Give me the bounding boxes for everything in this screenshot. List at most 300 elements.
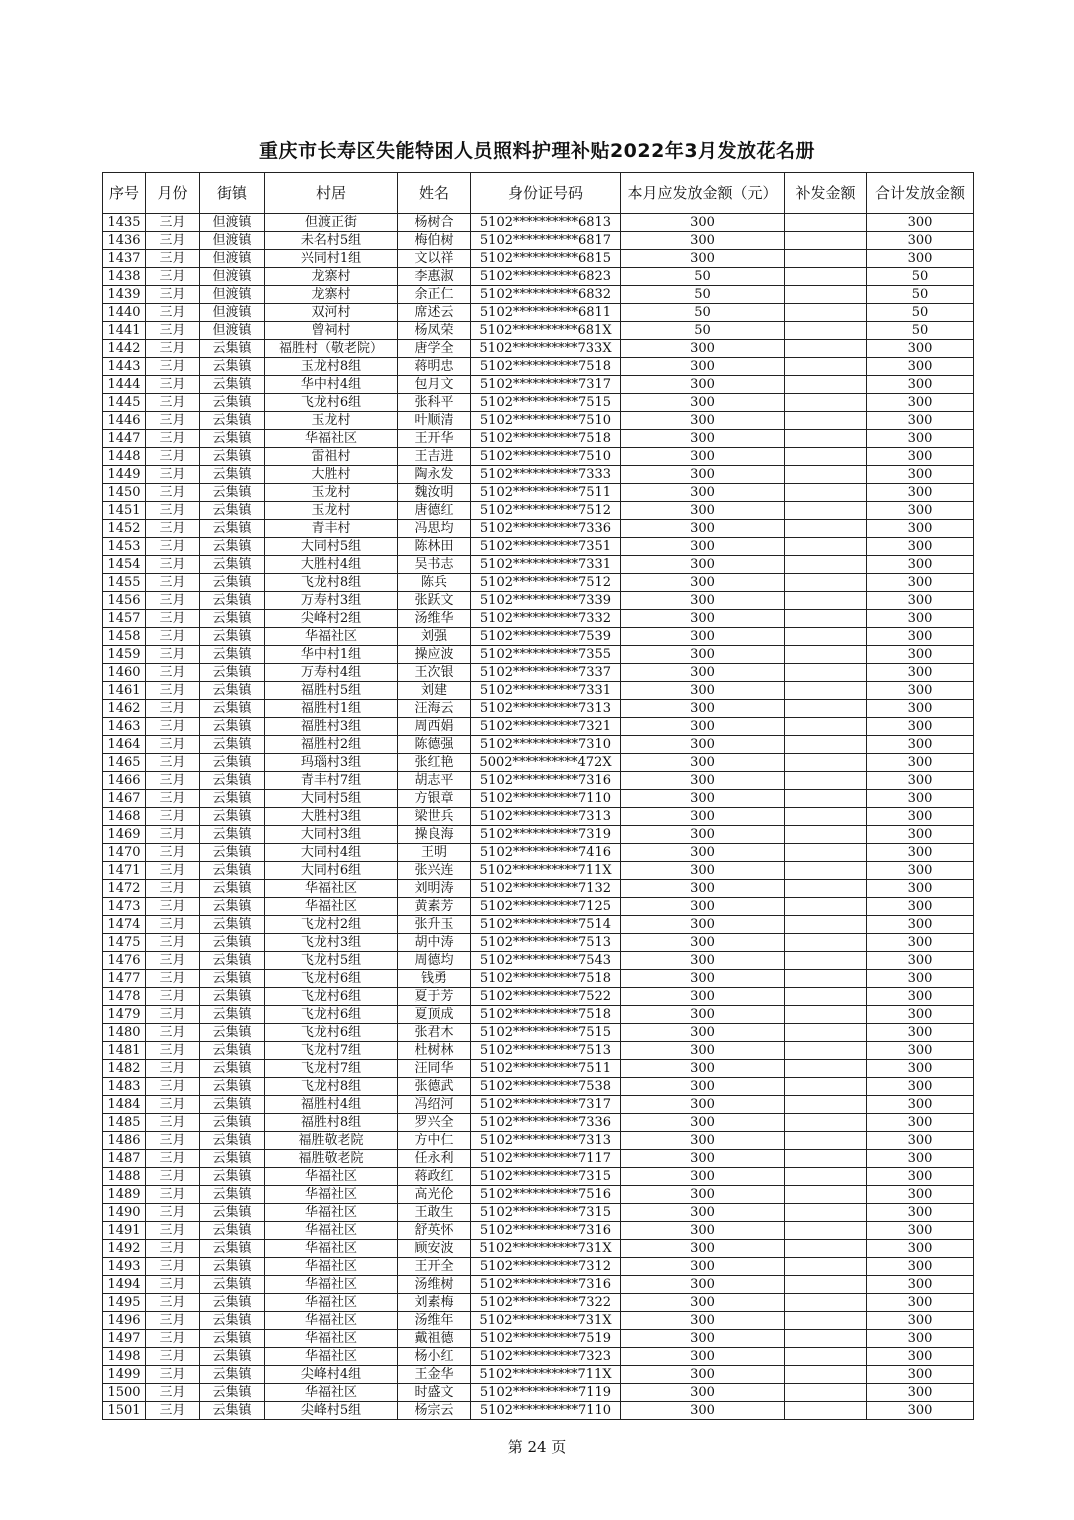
- id-number-cell: 5102**********6813: [471, 214, 621, 232]
- back-pay-cell: [785, 808, 867, 826]
- total-amount-cell: 300: [867, 358, 974, 376]
- total-amount-cell: 300: [867, 1384, 974, 1402]
- table-row: [103, 1096, 974, 1114]
- town-cell: 云集镇: [200, 502, 265, 520]
- total-amount-cell: 300: [867, 1096, 974, 1114]
- village-cell: 双河村: [265, 304, 398, 322]
- town-cell: 云集镇: [200, 844, 265, 862]
- name-cell: 杜树林: [398, 1042, 471, 1060]
- serial-cell: 1498: [103, 1348, 146, 1366]
- monthly-amount-cell: 300: [621, 502, 785, 520]
- back-pay-cell: [785, 1204, 867, 1222]
- table-row: [103, 1312, 974, 1330]
- name-cell: 黄素芳: [398, 898, 471, 916]
- month-cell: 三月: [146, 502, 200, 520]
- month-cell: 三月: [146, 700, 200, 718]
- town-cell: 云集镇: [200, 952, 265, 970]
- name-cell: 方银章: [398, 790, 471, 808]
- month-cell: 三月: [146, 844, 200, 862]
- name-cell: 杨小红: [398, 1348, 471, 1366]
- village-cell: 玉龙村: [265, 502, 398, 520]
- village-cell: 玛瑙村3组: [265, 754, 398, 772]
- month-cell: 三月: [146, 394, 200, 412]
- monthly-amount-cell: 300: [621, 1186, 785, 1204]
- serial-cell: 1457: [103, 610, 146, 628]
- village-cell: 华福社区: [265, 1276, 398, 1294]
- monthly-amount-cell: 300: [621, 430, 785, 448]
- serial-cell: 1440: [103, 304, 146, 322]
- back-pay-cell: [785, 1312, 867, 1330]
- serial-cell: 1472: [103, 880, 146, 898]
- table-row: [103, 1042, 974, 1060]
- id-number-cell: 5102**********731X: [471, 1312, 621, 1330]
- id-number-cell: 5102**********7323: [471, 1348, 621, 1366]
- id-number-cell: 5102**********7515: [471, 1024, 621, 1042]
- village-cell: 飞龙村7组: [265, 1042, 398, 1060]
- name-cell: 汤维年: [398, 1312, 471, 1330]
- month-cell: 三月: [146, 556, 200, 574]
- month-cell: 三月: [146, 592, 200, 610]
- total-amount-cell: 300: [867, 574, 974, 592]
- village-cell: 尖峰村4组: [265, 1366, 398, 1384]
- serial-cell: 1458: [103, 628, 146, 646]
- id-number-cell: 5102**********7543: [471, 952, 621, 970]
- monthly-amount-cell: 300: [621, 610, 785, 628]
- name-cell: 王次银: [398, 664, 471, 682]
- town-cell: 云集镇: [200, 1060, 265, 1078]
- village-cell: 玉龙村8组: [265, 358, 398, 376]
- back-pay-cell: [785, 1402, 867, 1420]
- name-cell: 张升玉: [398, 916, 471, 934]
- monthly-amount-cell: 300: [621, 1366, 785, 1384]
- table-row: [103, 232, 974, 250]
- town-cell: 云集镇: [200, 790, 265, 808]
- table-row: [103, 538, 974, 556]
- town-cell: 云集镇: [200, 430, 265, 448]
- town-cell: 云集镇: [200, 1168, 265, 1186]
- town-cell: 云集镇: [200, 592, 265, 610]
- column-header-back-pay: 补发金额: [785, 173, 867, 214]
- village-cell: 青丰村: [265, 520, 398, 538]
- town-cell: 云集镇: [200, 376, 265, 394]
- table-row: [103, 844, 974, 862]
- back-pay-cell: [785, 862, 867, 880]
- serial-cell: 1445: [103, 394, 146, 412]
- town-cell: 云集镇: [200, 1330, 265, 1348]
- serial-cell: 1489: [103, 1186, 146, 1204]
- serial-cell: 1451: [103, 502, 146, 520]
- roster-table: [102, 172, 974, 1420]
- name-cell: 王开全: [398, 1258, 471, 1276]
- back-pay-cell: [785, 394, 867, 412]
- total-amount-cell: 300: [867, 952, 974, 970]
- back-pay-cell: [785, 1096, 867, 1114]
- town-cell: 云集镇: [200, 1006, 265, 1024]
- name-cell: 舒英怀: [398, 1222, 471, 1240]
- monthly-amount-cell: 300: [621, 826, 785, 844]
- month-cell: 三月: [146, 628, 200, 646]
- town-cell: 云集镇: [200, 610, 265, 628]
- monthly-amount-cell: 300: [621, 232, 785, 250]
- month-cell: 三月: [146, 268, 200, 286]
- back-pay-cell: [785, 250, 867, 268]
- total-amount-cell: 300: [867, 664, 974, 682]
- monthly-amount-cell: 300: [621, 628, 785, 646]
- id-number-cell: 5102**********7119: [471, 1384, 621, 1402]
- serial-cell: 1469: [103, 826, 146, 844]
- village-cell: 华福社区: [265, 1312, 398, 1330]
- town-cell: 云集镇: [200, 1114, 265, 1132]
- column-header-month: 月份: [146, 173, 200, 214]
- name-cell: 钱勇: [398, 970, 471, 988]
- total-amount-cell: 300: [867, 1348, 974, 1366]
- monthly-amount-cell: 300: [621, 574, 785, 592]
- id-number-cell: 5102**********711X: [471, 862, 621, 880]
- town-cell: 云集镇: [200, 1186, 265, 1204]
- village-cell: 华福社区: [265, 1186, 398, 1204]
- total-amount-cell: 300: [867, 682, 974, 700]
- village-cell: 福胜村2组: [265, 736, 398, 754]
- total-amount-cell: 300: [867, 610, 974, 628]
- back-pay-cell: [785, 1222, 867, 1240]
- back-pay-cell: [785, 610, 867, 628]
- town-cell: 云集镇: [200, 664, 265, 682]
- serial-cell: 1482: [103, 1060, 146, 1078]
- village-cell: 福胜敬老院: [265, 1132, 398, 1150]
- town-cell: 云集镇: [200, 1240, 265, 1258]
- table-row: [103, 448, 974, 466]
- monthly-amount-cell: 300: [621, 736, 785, 754]
- month-cell: 三月: [146, 340, 200, 358]
- monthly-amount-cell: 300: [621, 880, 785, 898]
- village-cell: 大胜村: [265, 466, 398, 484]
- back-pay-cell: [785, 844, 867, 862]
- name-cell: 张红艳: [398, 754, 471, 772]
- village-cell: 但渡正街: [265, 214, 398, 232]
- back-pay-cell: [785, 934, 867, 952]
- month-cell: 三月: [146, 304, 200, 322]
- monthly-amount-cell: 300: [621, 1312, 785, 1330]
- id-number-cell: 5102**********7319: [471, 826, 621, 844]
- name-cell: 梁世兵: [398, 808, 471, 826]
- table-row: [103, 970, 974, 988]
- column-header-name: 姓名: [398, 173, 471, 214]
- serial-cell: 1435: [103, 214, 146, 232]
- monthly-amount-cell: 300: [621, 970, 785, 988]
- month-cell: 三月: [146, 232, 200, 250]
- name-cell: 张跃文: [398, 592, 471, 610]
- back-pay-cell: [785, 286, 867, 304]
- table-row: [103, 394, 974, 412]
- table-row: [103, 412, 974, 430]
- table-row: [103, 664, 974, 682]
- monthly-amount-cell: 300: [621, 1330, 785, 1348]
- village-cell: 华福社区: [265, 880, 398, 898]
- total-amount-cell: 300: [867, 898, 974, 916]
- back-pay-cell: [785, 1276, 867, 1294]
- table-row: [103, 898, 974, 916]
- village-cell: 华福社区: [265, 628, 398, 646]
- back-pay-cell: [785, 646, 867, 664]
- back-pay-cell: [785, 484, 867, 502]
- monthly-amount-cell: 300: [621, 1294, 785, 1312]
- monthly-amount-cell: 300: [621, 394, 785, 412]
- name-cell: 罗兴全: [398, 1114, 471, 1132]
- village-cell: 福胜村5组: [265, 682, 398, 700]
- monthly-amount-cell: 300: [621, 898, 785, 916]
- back-pay-cell: [785, 700, 867, 718]
- serial-cell: 1475: [103, 934, 146, 952]
- total-amount-cell: 50: [867, 268, 974, 286]
- month-cell: 三月: [146, 610, 200, 628]
- name-cell: 方中仁: [398, 1132, 471, 1150]
- town-cell: 云集镇: [200, 736, 265, 754]
- town-cell: 云集镇: [200, 556, 265, 574]
- serial-cell: 1481: [103, 1042, 146, 1060]
- month-cell: 三月: [146, 1222, 200, 1240]
- back-pay-cell: [785, 448, 867, 466]
- back-pay-cell: [785, 1150, 867, 1168]
- back-pay-cell: [785, 682, 867, 700]
- village-cell: 福胜村4组: [265, 1096, 398, 1114]
- name-cell: 张兴连: [398, 862, 471, 880]
- table-row: [103, 682, 974, 700]
- name-cell: 王敢生: [398, 1204, 471, 1222]
- back-pay-cell: [785, 412, 867, 430]
- monthly-amount-cell: 300: [621, 1204, 785, 1222]
- total-amount-cell: 300: [867, 1060, 974, 1078]
- monthly-amount-cell: 300: [621, 1042, 785, 1060]
- name-cell: 顾安波: [398, 1240, 471, 1258]
- monthly-amount-cell: 300: [621, 1384, 785, 1402]
- id-number-cell: 5102**********7416: [471, 844, 621, 862]
- month-cell: 三月: [146, 718, 200, 736]
- monthly-amount-cell: 50: [621, 286, 785, 304]
- village-cell: 飞龙村6组: [265, 394, 398, 412]
- id-number-cell: 5102**********7518: [471, 1006, 621, 1024]
- column-header-monthly-amount: 本月应发放金额（元）: [621, 173, 785, 214]
- name-cell: 汪同华: [398, 1060, 471, 1078]
- serial-cell: 1455: [103, 574, 146, 592]
- village-cell: 飞龙村5组: [265, 952, 398, 970]
- id-number-cell: 5102**********7312: [471, 1258, 621, 1276]
- id-number-cell: 5102**********6817: [471, 232, 621, 250]
- month-cell: 三月: [146, 1096, 200, 1114]
- month-cell: 三月: [146, 1060, 200, 1078]
- back-pay-cell: [785, 430, 867, 448]
- total-amount-cell: 300: [867, 808, 974, 826]
- name-cell: 操良海: [398, 826, 471, 844]
- total-amount-cell: 300: [867, 1258, 974, 1276]
- village-cell: 未名村5组: [265, 232, 398, 250]
- id-number-cell: 5102**********7313: [471, 700, 621, 718]
- month-cell: 三月: [146, 664, 200, 682]
- back-pay-cell: [785, 340, 867, 358]
- name-cell: 胡志平: [398, 772, 471, 790]
- village-cell: 福胜村3组: [265, 718, 398, 736]
- table-row: [103, 1024, 974, 1042]
- name-cell: 夏顶成: [398, 1006, 471, 1024]
- month-cell: 三月: [146, 286, 200, 304]
- total-amount-cell: 300: [867, 1024, 974, 1042]
- month-cell: 三月: [146, 430, 200, 448]
- column-header-village: 村居: [265, 173, 398, 214]
- name-cell: 杨凤荣: [398, 322, 471, 340]
- serial-cell: 1484: [103, 1096, 146, 1114]
- village-cell: 兴同村1组: [265, 250, 398, 268]
- id-number-cell: 5102**********6811: [471, 304, 621, 322]
- table-row: [103, 1348, 974, 1366]
- back-pay-cell: [785, 1168, 867, 1186]
- village-cell: 飞龙村3组: [265, 934, 398, 952]
- serial-cell: 1452: [103, 520, 146, 538]
- monthly-amount-cell: 300: [621, 934, 785, 952]
- back-pay-cell: [785, 1384, 867, 1402]
- town-cell: 云集镇: [200, 808, 265, 826]
- roster-body: [103, 214, 974, 1420]
- table-row: [103, 304, 974, 322]
- table-row: [103, 790, 974, 808]
- id-number-cell: 5102**********733X: [471, 340, 621, 358]
- name-cell: 汤维树: [398, 1276, 471, 1294]
- serial-cell: 1479: [103, 1006, 146, 1024]
- back-pay-cell: [785, 1042, 867, 1060]
- town-cell: 但渡镇: [200, 232, 265, 250]
- id-number-cell: 5102**********7519: [471, 1330, 621, 1348]
- village-cell: 福胜村8组: [265, 1114, 398, 1132]
- town-cell: 云集镇: [200, 772, 265, 790]
- total-amount-cell: 300: [867, 1330, 974, 1348]
- town-cell: 云集镇: [200, 412, 265, 430]
- town-cell: 云集镇: [200, 448, 265, 466]
- table-row: [103, 466, 974, 484]
- town-cell: 云集镇: [200, 718, 265, 736]
- village-cell: 华福社区: [265, 1330, 398, 1348]
- serial-cell: 1491: [103, 1222, 146, 1240]
- id-number-cell: 5102**********7514: [471, 916, 621, 934]
- table-row: [103, 754, 974, 772]
- back-pay-cell: [785, 628, 867, 646]
- town-cell: 云集镇: [200, 754, 265, 772]
- town-cell: 云集镇: [200, 1366, 265, 1384]
- table-row: [103, 358, 974, 376]
- column-header-total-amount: 合计发放金额: [867, 173, 974, 214]
- month-cell: 三月: [146, 1078, 200, 1096]
- serial-cell: 1464: [103, 736, 146, 754]
- back-pay-cell: [785, 1366, 867, 1384]
- serial-cell: 1446: [103, 412, 146, 430]
- name-cell: 张科平: [398, 394, 471, 412]
- name-cell: 汪海云: [398, 700, 471, 718]
- town-cell: 但渡镇: [200, 268, 265, 286]
- village-cell: 万寿村3组: [265, 592, 398, 610]
- town-cell: 云集镇: [200, 934, 265, 952]
- monthly-amount-cell: 300: [621, 340, 785, 358]
- name-cell: 高光伦: [398, 1186, 471, 1204]
- id-number-cell: 5102**********7512: [471, 502, 621, 520]
- total-amount-cell: 50: [867, 304, 974, 322]
- id-number-cell: 5102**********7317: [471, 376, 621, 394]
- name-cell: 刘建: [398, 682, 471, 700]
- table-row: [103, 1114, 974, 1132]
- table-row: [103, 520, 974, 538]
- town-cell: 云集镇: [200, 1348, 265, 1366]
- serial-cell: 1461: [103, 682, 146, 700]
- village-cell: 雷祖村: [265, 448, 398, 466]
- month-cell: 三月: [146, 1366, 200, 1384]
- table-row: [103, 592, 974, 610]
- back-pay-cell: [785, 790, 867, 808]
- month-cell: 三月: [146, 250, 200, 268]
- table-row: [103, 862, 974, 880]
- total-amount-cell: 300: [867, 1402, 974, 1420]
- month-cell: 三月: [146, 1114, 200, 1132]
- id-number-cell: 5102**********7313: [471, 808, 621, 826]
- monthly-amount-cell: 300: [621, 358, 785, 376]
- total-amount-cell: 300: [867, 1294, 974, 1312]
- back-pay-cell: [785, 520, 867, 538]
- back-pay-cell: [785, 574, 867, 592]
- id-number-cell: 5102**********7336: [471, 1114, 621, 1132]
- serial-cell: 1496: [103, 1312, 146, 1330]
- total-amount-cell: 300: [867, 1078, 974, 1096]
- monthly-amount-cell: 300: [621, 376, 785, 394]
- table-row: [103, 1222, 974, 1240]
- month-cell: 三月: [146, 754, 200, 772]
- id-number-cell: 5102**********7510: [471, 412, 621, 430]
- id-number-cell: 5102**********731X: [471, 1240, 621, 1258]
- town-cell: 云集镇: [200, 898, 265, 916]
- id-number-cell: 5102**********7333: [471, 466, 621, 484]
- back-pay-cell: [785, 1330, 867, 1348]
- town-cell: 云集镇: [200, 394, 265, 412]
- month-cell: 三月: [146, 1024, 200, 1042]
- village-cell: 华福社区: [265, 430, 398, 448]
- serial-cell: 1483: [103, 1078, 146, 1096]
- name-cell: 周德均: [398, 952, 471, 970]
- table-row: [103, 1168, 974, 1186]
- id-number-cell: 5102**********7516: [471, 1186, 621, 1204]
- total-amount-cell: 300: [867, 934, 974, 952]
- town-cell: 云集镇: [200, 466, 265, 484]
- back-pay-cell: [785, 736, 867, 754]
- town-cell: 云集镇: [200, 1258, 265, 1276]
- id-number-cell: 5102**********6823: [471, 268, 621, 286]
- month-cell: 三月: [146, 646, 200, 664]
- name-cell: 蒋政红: [398, 1168, 471, 1186]
- total-amount-cell: 300: [867, 736, 974, 754]
- total-amount-cell: 300: [867, 214, 974, 232]
- serial-cell: 1466: [103, 772, 146, 790]
- id-number-cell: 5102**********7538: [471, 1078, 621, 1096]
- table-row: [103, 1258, 974, 1276]
- serial-cell: 1474: [103, 916, 146, 934]
- month-cell: 三月: [146, 1132, 200, 1150]
- town-cell: 云集镇: [200, 970, 265, 988]
- village-cell: 大同村5组: [265, 538, 398, 556]
- monthly-amount-cell: 300: [621, 790, 785, 808]
- serial-cell: 1499: [103, 1366, 146, 1384]
- serial-cell: 1439: [103, 286, 146, 304]
- table-row: [103, 376, 974, 394]
- back-pay-cell: [785, 376, 867, 394]
- back-pay-cell: [785, 952, 867, 970]
- name-cell: 刘强: [398, 628, 471, 646]
- serial-cell: 1476: [103, 952, 146, 970]
- month-cell: 三月: [146, 1150, 200, 1168]
- monthly-amount-cell: 300: [621, 466, 785, 484]
- page-title: 重庆市长寿区失能特困人员照料护理补贴2022年3月发放花名册: [258, 140, 816, 162]
